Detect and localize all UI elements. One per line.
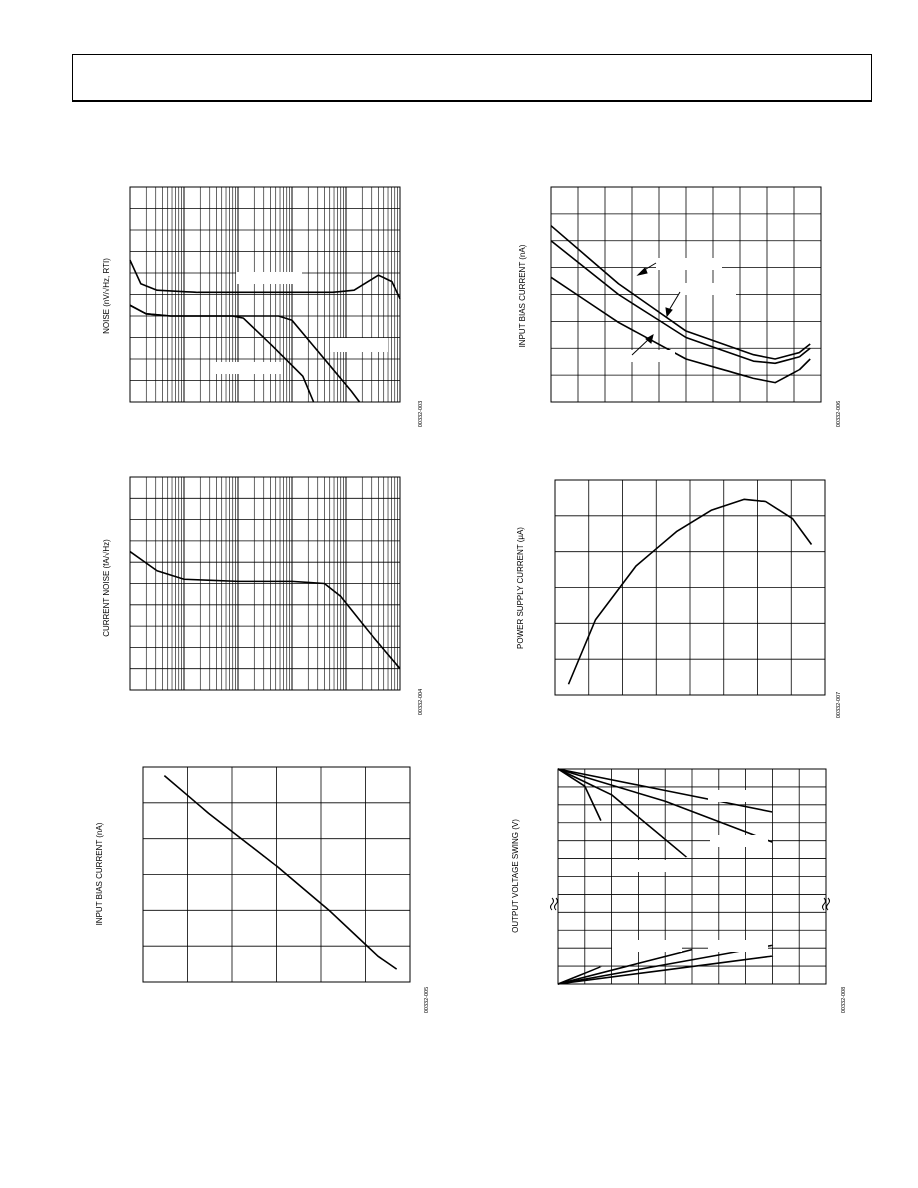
- figure-id: 00332-005: [424, 986, 430, 1014]
- y-axis-label: INPUT BIAS CURRENT (nA): [518, 244, 527, 348]
- bias-current-supply-chart: [95, 767, 430, 1013]
- bias-current-temperature-chart: [518, 187, 842, 427]
- output-voltage-swing-chart: [511, 769, 847, 1013]
- y-axis-label: CURRENT NOISE (fA/√Hz): [102, 539, 111, 637]
- figure-id: 00332-006: [836, 400, 842, 428]
- arrowhead-icon: [666, 308, 672, 316]
- y-axis-label: INPUT BIAS CURRENT (nA): [95, 822, 104, 926]
- label-arrows: [632, 263, 680, 355]
- noise-chart: [102, 187, 424, 427]
- figure-id: 00332-007: [836, 691, 842, 719]
- power-supply-current-chart: [516, 480, 842, 718]
- arrowhead-icon: [638, 268, 647, 275]
- y-axis-label: NOISE (nV/√Hz, RTI): [102, 258, 111, 334]
- axis-break-left-icon: [551, 898, 558, 910]
- arrowhead-icon: [646, 335, 653, 343]
- figure-id: 00332-004: [418, 688, 424, 716]
- series-line-1: [130, 552, 400, 669]
- series-line-1: [164, 776, 396, 970]
- series-line-7: [558, 950, 692, 984]
- figure-id: 00332-008: [841, 986, 847, 1014]
- y-axis-label: OUTPUT VOLTAGE SWING (V): [511, 819, 520, 933]
- y-axis-label: POWER SUPPLY CURRENT (µA): [516, 527, 525, 649]
- current-noise-chart: [102, 477, 424, 715]
- figure-id: 00332-003: [418, 400, 424, 428]
